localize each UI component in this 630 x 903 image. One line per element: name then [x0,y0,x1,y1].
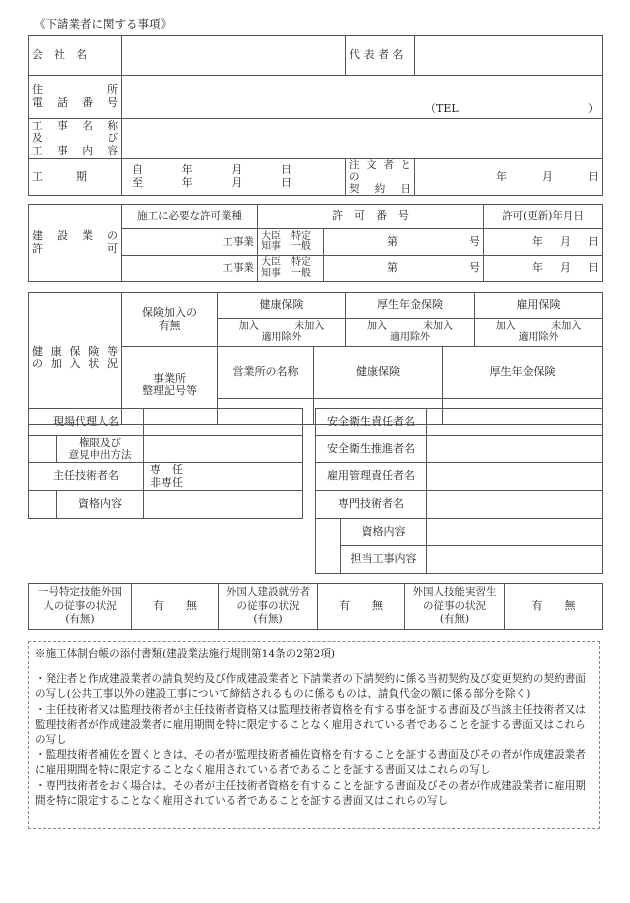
authority-value[interactable] [144,436,303,463]
permit-number-header: 許 可 番 号 [258,205,484,229]
contract-date-label: 注 文 者 と の 契 約 日 [346,159,415,196]
foreign-specified-skill-value[interactable]: 有 無 [132,584,219,630]
specialist-qualification-label: 資格内容 [341,519,427,546]
attachment-notes [28,641,600,829]
safety-promoter-label: 安全衛生推進者名 [316,436,427,463]
company-name-label: 会 社 名 [29,36,122,76]
foreign-workers-table [28,583,603,630]
office-pension-header: 厚生年金保険 [443,347,603,399]
note-item: ・監理技術者補佐を置くときは、その者が監理技術者補佐資格を有することを証する書面及びその者が作成建設業者に雇用期間を特に限定することなく雇用されている者であることを証する書面又はこれらの写し [35,749,586,777]
safety-promoter-value[interactable] [427,436,603,463]
period-value[interactable]: 自 年 月 日 至 年 月 日 [122,159,346,196]
permit-label: 建 設 業 の 許 可 [29,205,122,282]
chief-engineer-label: 主任技術者名 [29,463,144,491]
chief-qualification-label: 資格内容 [57,491,144,519]
permit-row-2-authority[interactable]: 大臣 特定 知事 一般 [258,256,324,282]
address-label: 住 所 電 話 番 号 [29,76,122,119]
representative-label: 代 表 者 名 [346,36,415,76]
notes-title: ※施工体制台帳の添付書類(建設業法施行規則第14条の2第2項) [35,648,336,660]
assigned-work-label: 担当工事内容 [341,546,427,574]
indent-cell [29,491,57,519]
insurance-table [28,292,603,425]
site-agent-value[interactable] [144,409,303,436]
site-agent-label: 現場代理人名 [29,409,144,436]
permit-type-header: 施工に必要な許可業種 [122,205,258,229]
office-health-header: 健康保険 [314,347,443,399]
company-table [28,35,603,196]
health-status[interactable]: 加入 未加入 適用除外 [218,319,346,347]
permit-row-1-authority[interactable]: 大臣 特定 知事 一般 [258,229,324,256]
safety-manager-value[interactable] [427,409,603,436]
authority-label: 権限及び 意見申出方法 [57,436,144,463]
representative-value[interactable] [415,36,603,76]
contract-date-value[interactable]: 年 月 日 [415,159,603,196]
specialist-value[interactable] [427,491,603,519]
foreign-specified-skill-label: 一号特定技能外国 人の従事の状況 (有無) [29,584,132,630]
address-value[interactable]: （TEL ） [122,76,603,119]
health-header: 健康保険 [218,293,346,319]
insurance-enrolled-label: 保険加入の 有無 [122,293,218,347]
note-item: ・主任技術者又は監理技術者が主任技術者資格又は監理技術者資格を有する事を証する書面及び当該主任技術者又は監理技術者が作成建設業者に雇用期間を特に限定することなく雇用されている者であることを証する書面又はこれらの写し [35,703,586,747]
permit-row-1-type[interactable]: 工事業 [122,229,258,256]
employment-status[interactable]: 加入 未加入 適用除外 [475,319,603,347]
indent-cell [316,546,341,574]
permit-row-2-type[interactable]: 工事業 [122,256,258,282]
permit-row-2-date[interactable]: 年 月 日 [484,256,603,282]
specialist-qualification-value[interactable] [427,519,603,546]
permit-table [28,204,603,282]
tel-label: （TEL [425,102,459,116]
permit-row-1-number[interactable]: 第 号 [324,229,484,256]
foreign-construction-worker-label: 外国人建設就労者 の従事の状況 (有無) [219,584,318,630]
foreign-trainee-value[interactable]: 有 無 [505,584,603,630]
company-name-value[interactable] [122,36,346,76]
pension-status[interactable]: 加入 未加入 適用除外 [346,319,475,347]
permit-date-header: 許可(更新)年月日 [484,205,603,229]
staff-left-table [28,408,303,519]
pension-header: 厚生年金保険 [346,293,475,319]
insurance-label: 健 康 保 険 等 の 加 入 状 況 [29,293,122,425]
assigned-work-value[interactable] [427,546,603,574]
employment-header: 雇用保険 [475,293,603,319]
specialist-label: 専門技術者名 [316,491,427,519]
work-name-label: 工 事 名 称 及 び 工 事 内 容 [29,119,122,159]
employment-manager-label: 雇用管理責任者名 [316,463,427,491]
permit-row-2-number[interactable]: 第 号 [324,256,484,282]
foreign-construction-worker-value[interactable]: 有 無 [318,584,405,630]
period-label: 工 期 [29,159,122,196]
work-name-value[interactable] [122,119,603,159]
indent-cell [29,436,57,463]
foreign-trainee-label: 外国人技能実習生 の従事の状況 (有無) [405,584,505,630]
section-heading: 《下請業者に関する事項》 [34,17,172,31]
office-number-label: 事業所 整理記号等 [122,347,218,425]
indent-cell [316,519,341,546]
note-item: ・発注者と作成建設業者の請負契約及び作成建設業者と下請業者の下請契約に係る当初契約及び変更契約の契約書面の写し(公共工事以外の建設工事について締結されるものに係るものは、請負代金の額に係る部分を除く) [35,673,586,701]
safety-manager-label: 安全衛生責任者名 [316,409,427,436]
permit-row-1-date[interactable]: 年 月 日 [484,229,603,256]
note-item: ・専門技術者をおく場合は、その者が主任技術者資格を有することを証する書面及びその者が作成建設業者に雇用期間を特に限定することなく雇用されている者であることを証する書面又はこれらの写し [35,779,586,807]
employment-manager-value[interactable] [427,463,603,491]
office-name-header: 営業所の名称 [218,347,314,399]
chief-qualification-value[interactable] [144,491,303,519]
chief-engineer-value[interactable]: 専 任 非専任 [144,463,303,491]
staff-right-table [315,408,603,574]
